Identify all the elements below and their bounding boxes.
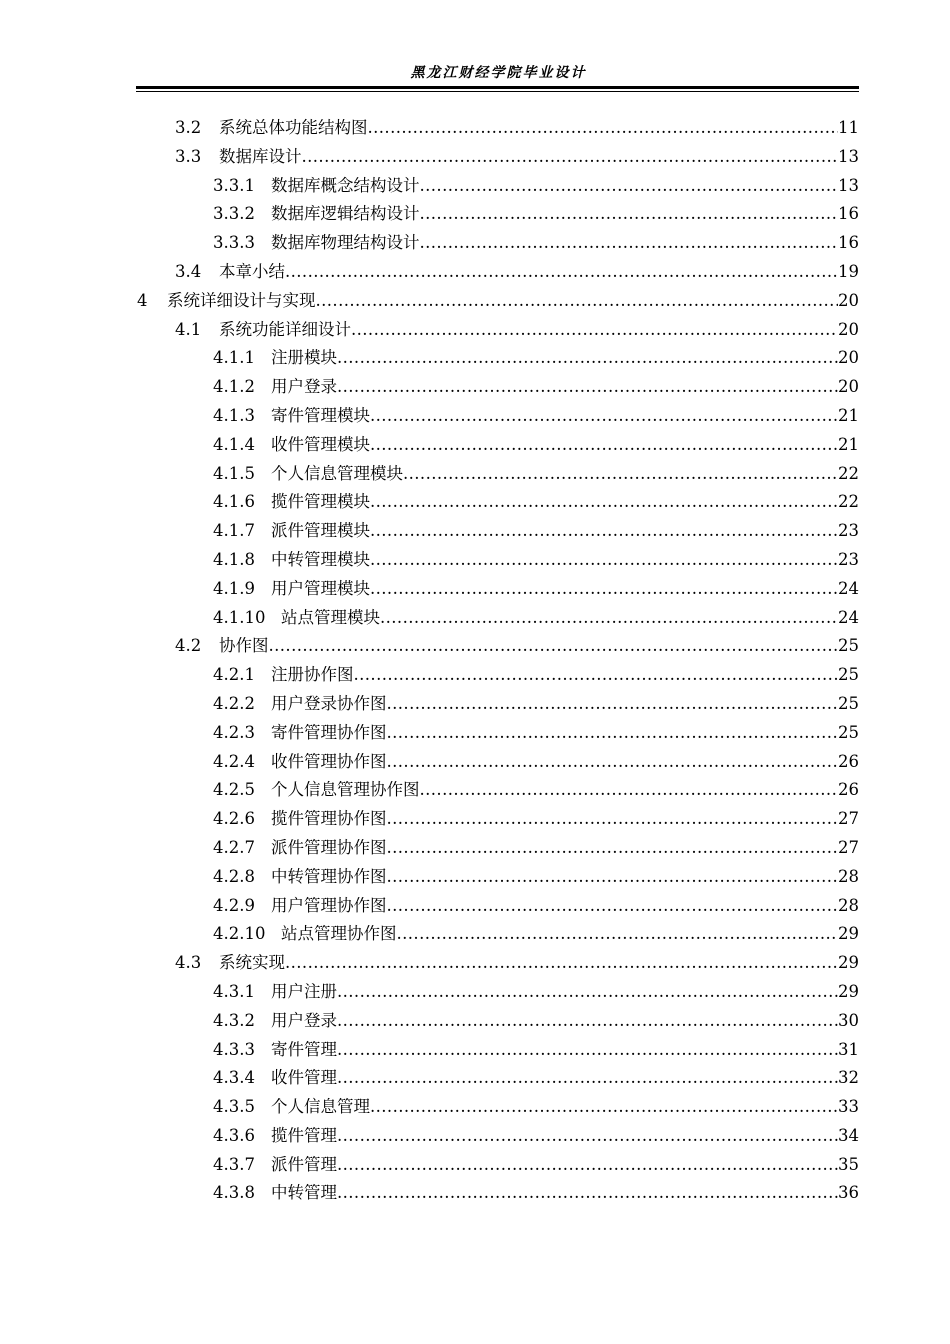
page-header-title: 黑龙江财经学院毕业设计 xyxy=(410,65,587,81)
toc-entry-page-number: 27 xyxy=(838,809,859,829)
toc-entry-number: 4.2 xyxy=(175,636,202,656)
toc-entry[interactable] xyxy=(0,632,950,661)
toc-entry[interactable] xyxy=(0,258,950,287)
toc-entry-number: 4.1.8 xyxy=(213,549,255,569)
toc-entry-title: 用户登录 xyxy=(271,377,337,397)
toc-entry-page-number: 11 xyxy=(838,118,859,137)
toc-dot-leader xyxy=(337,978,838,1007)
toc-entry[interactable] xyxy=(0,287,950,316)
toc-entry[interactable] xyxy=(0,748,950,777)
toc-entry[interactable] xyxy=(0,604,950,633)
toc-entry-number: 3.4 xyxy=(175,261,202,281)
toc-entry[interactable] xyxy=(0,172,950,201)
toc-dot-leader xyxy=(387,805,839,834)
toc-entry-number: 3.3 xyxy=(175,146,202,166)
toc-entry[interactable] xyxy=(0,460,950,489)
toc-dot-leader xyxy=(337,1122,838,1151)
toc-entry[interactable] xyxy=(0,546,950,575)
toc-entry-page-number: 31 xyxy=(838,1039,859,1059)
toc-entry-title: 用户登录协作图 xyxy=(271,693,387,713)
toc-entry-page-number: 25 xyxy=(838,693,859,713)
toc-entry[interactable] xyxy=(0,892,950,921)
toc-entry-page-number: 20 xyxy=(838,290,859,310)
toc-entry-number: 4.2.3 xyxy=(213,722,255,742)
toc-dot-leader xyxy=(337,344,838,373)
toc-dot-leader xyxy=(285,258,838,287)
toc-entry-title: 协作图 xyxy=(219,636,269,656)
toc-entry[interactable] xyxy=(0,1122,950,1151)
toc-entry-title: 揽件管理模块 xyxy=(271,492,370,512)
toc-entry-title: 站点管理模块 xyxy=(281,607,380,627)
toc-entry-title: 收件管理模块 xyxy=(271,434,370,454)
toc-entry[interactable] xyxy=(0,834,950,863)
toc-entry-page-number: 26 xyxy=(838,780,859,800)
toc-entry[interactable] xyxy=(0,719,950,748)
toc-entry-page-number: 36 xyxy=(838,1183,859,1203)
toc-entry-page-number: 28 xyxy=(838,895,859,915)
toc-entry-page-number: 16 xyxy=(838,204,859,224)
toc-dot-leader xyxy=(387,834,839,863)
toc-entry-page-number: 23 xyxy=(838,521,859,541)
toc-entry-title: 系统功能详细设计 xyxy=(219,319,351,339)
toc-dot-leader xyxy=(420,229,839,258)
toc-dot-leader xyxy=(420,200,839,229)
toc-entry-title: 寄件管理 xyxy=(271,1039,337,1059)
toc-entry-title: 用户管理协作图 xyxy=(271,895,387,915)
toc-entry-number: 4.3.1 xyxy=(213,981,255,1001)
toc-entry-number: 4.1.9 xyxy=(213,578,255,598)
toc-entry[interactable] xyxy=(0,805,950,834)
toc-dot-leader xyxy=(370,546,838,575)
toc-dot-leader xyxy=(420,776,839,805)
toc-entry[interactable] xyxy=(0,1151,950,1180)
toc-entry-number: 4.2.8 xyxy=(213,866,255,886)
toc-entry-page-number: 13 xyxy=(838,175,859,195)
toc-dot-leader xyxy=(370,517,838,546)
toc-entry-page-number: 30 xyxy=(838,1010,859,1030)
toc-dot-leader xyxy=(337,1007,838,1036)
toc-entry-title: 站点管理协作图 xyxy=(281,924,397,944)
toc-entry-title: 本章小结 xyxy=(219,261,285,281)
toc-entry-number: 3.2 xyxy=(175,118,202,137)
toc-entry[interactable] xyxy=(0,690,950,719)
toc-entry-title: 用户登录 xyxy=(271,1010,337,1030)
toc-entry-title: 注册模块 xyxy=(271,348,337,368)
toc-entry-number: 4.2.10 xyxy=(213,924,266,944)
toc-entry-title: 寄件管理协作图 xyxy=(271,722,387,742)
header-rule-thin xyxy=(136,91,859,92)
toc-entry[interactable] xyxy=(0,863,950,892)
table-of-contents xyxy=(0,114,950,1208)
toc-dot-leader xyxy=(387,863,839,892)
toc-entry-number: 4.1 xyxy=(175,319,202,339)
toc-entry-number: 3.3.3 xyxy=(213,233,255,253)
toc-dot-leader xyxy=(351,316,838,345)
toc-entry-page-number: 25 xyxy=(838,665,859,685)
header-rule-thick xyxy=(136,86,859,89)
toc-entry-title: 数据库设计 xyxy=(219,146,302,166)
toc-entry-number: 4.3.7 xyxy=(213,1154,255,1174)
toc-entry-number: 4.2.2 xyxy=(213,693,255,713)
toc-dot-leader xyxy=(403,460,838,489)
toc-entry[interactable] xyxy=(0,200,950,229)
toc-dot-leader xyxy=(337,1064,838,1093)
toc-entry-title: 揽件管理 xyxy=(271,1125,337,1145)
toc-entry[interactable] xyxy=(0,114,950,143)
toc-dot-leader xyxy=(420,172,839,201)
toc-entry-number: 4 xyxy=(137,290,148,310)
toc-dot-leader xyxy=(337,373,838,402)
toc-entry-title: 系统详细设计与实现 xyxy=(167,290,316,310)
toc-entry-number: 4.3.2 xyxy=(213,1010,255,1030)
toc-entry-title: 寄件管理模块 xyxy=(271,405,370,425)
toc-entry-number: 4.1.6 xyxy=(213,492,255,512)
toc-entry-title: 用户注册 xyxy=(271,981,337,1001)
toc-entry-page-number: 19 xyxy=(838,261,859,281)
toc-entry-page-number: 33 xyxy=(838,1097,859,1117)
toc-entry-title: 收件管理协作图 xyxy=(271,751,387,771)
toc-entry-page-number: 20 xyxy=(838,319,859,339)
toc-entry-number: 4.2.7 xyxy=(213,837,255,857)
toc-entry-number: 4.2.6 xyxy=(213,809,255,829)
toc-entry-page-number: 29 xyxy=(838,924,859,944)
toc-dot-leader xyxy=(387,719,839,748)
toc-entry[interactable] xyxy=(0,488,950,517)
toc-dot-leader xyxy=(370,488,838,517)
toc-entry-page-number: 22 xyxy=(838,463,859,483)
toc-entry-number: 4.1.5 xyxy=(213,463,255,483)
toc-entry[interactable] xyxy=(0,517,950,546)
toc-dot-leader xyxy=(387,690,839,719)
toc-entry[interactable] xyxy=(0,229,950,258)
toc-entry[interactable] xyxy=(0,776,950,805)
toc-entry-number: 4.3.8 xyxy=(213,1183,255,1203)
toc-entry-page-number: 28 xyxy=(838,866,859,886)
toc-entry-title: 系统实现 xyxy=(219,953,285,973)
toc-entry[interactable] xyxy=(0,1064,950,1093)
toc-entry[interactable] xyxy=(0,1093,950,1122)
toc-entry-title: 揽件管理协作图 xyxy=(271,809,387,829)
toc-entry-title: 中转管理 xyxy=(271,1183,337,1203)
toc-entry-title: 数据库物理结构设计 xyxy=(271,233,420,253)
toc-entry[interactable] xyxy=(0,316,950,345)
toc-entry-number: 4.2.5 xyxy=(213,780,255,800)
toc-entry-page-number: 13 xyxy=(838,146,859,166)
toc-entry-title: 数据库逻辑结构设计 xyxy=(271,204,420,224)
toc-entry[interactable] xyxy=(0,1007,950,1036)
toc-entry-number: 3.3.2 xyxy=(213,204,255,224)
toc-entry-title: 用户管理模块 xyxy=(271,578,370,598)
toc-dot-leader xyxy=(370,1093,838,1122)
toc-dot-leader xyxy=(368,114,839,143)
toc-entry[interactable] xyxy=(0,920,950,949)
toc-entry-title: 系统总体功能结构图 xyxy=(219,118,368,137)
toc-entry-number: 4.3.5 xyxy=(213,1097,255,1117)
toc-entry-number: 4.2.1 xyxy=(213,665,255,685)
toc-entry-page-number: 20 xyxy=(838,348,859,368)
toc-dot-leader xyxy=(337,1179,838,1208)
toc-dot-leader xyxy=(370,402,838,431)
toc-dot-leader xyxy=(337,1151,838,1180)
toc-entry-title: 派件管理模块 xyxy=(271,521,370,541)
toc-entry[interactable] xyxy=(0,143,950,172)
toc-entry[interactable] xyxy=(0,575,950,604)
toc-entry-number: 4.1.1 xyxy=(213,348,255,368)
toc-entry-page-number: 32 xyxy=(838,1068,859,1088)
toc-entry-title: 个人信息管理协作图 xyxy=(271,780,420,800)
toc-entry[interactable] xyxy=(0,373,950,402)
toc-entry-title: 个人信息管理模块 xyxy=(271,463,403,483)
toc-dot-leader xyxy=(269,632,839,661)
toc-entry-number: 4.1.2 xyxy=(213,377,255,397)
toc-entry-title: 中转管理协作图 xyxy=(271,866,387,886)
toc-entry-title: 收件管理 xyxy=(271,1068,337,1088)
toc-entry-number: 4.1.3 xyxy=(213,405,255,425)
toc-entry-number: 4.3.3 xyxy=(213,1039,255,1059)
toc-entry-page-number: 16 xyxy=(838,233,859,253)
toc-entry-page-number: 22 xyxy=(838,492,859,512)
toc-dot-leader xyxy=(397,920,839,949)
toc-entry[interactable] xyxy=(0,402,950,431)
toc-entry-number: 4.1.7 xyxy=(213,521,255,541)
toc-entry[interactable] xyxy=(0,978,950,1007)
toc-entry-page-number: 23 xyxy=(838,549,859,569)
toc-entry-number: 4.3.6 xyxy=(213,1125,255,1145)
toc-entry-title: 中转管理模块 xyxy=(271,549,370,569)
toc-entry-title: 派件管理 xyxy=(271,1154,337,1174)
toc-entry-page-number: 25 xyxy=(838,722,859,742)
toc-entry[interactable] xyxy=(0,949,950,978)
toc-entry-number: 4.1.4 xyxy=(213,434,255,454)
toc-entry-page-number: 26 xyxy=(838,751,859,771)
toc-entry-page-number: 29 xyxy=(838,953,859,973)
toc-entry-page-number: 24 xyxy=(838,578,859,598)
toc-entry-page-number: 21 xyxy=(838,405,859,425)
toc-entry-page-number: 24 xyxy=(838,607,859,627)
toc-entry[interactable] xyxy=(0,1036,950,1065)
toc-entry-number: 4.3 xyxy=(175,953,202,973)
toc-dot-leader xyxy=(387,892,839,921)
toc-dot-leader xyxy=(387,748,839,777)
toc-dot-leader xyxy=(337,1036,838,1065)
toc-entry[interactable] xyxy=(0,431,950,460)
toc-entry-page-number: 35 xyxy=(838,1154,859,1174)
toc-entry-page-number: 34 xyxy=(838,1125,859,1145)
toc-dot-leader xyxy=(380,604,838,633)
toc-entry-number: 4.2.4 xyxy=(213,751,255,771)
toc-dot-leader xyxy=(302,143,839,172)
toc-entry-page-number: 25 xyxy=(838,636,859,656)
toc-entry-page-number: 27 xyxy=(838,837,859,857)
toc-dot-leader xyxy=(370,431,838,460)
toc-entry-title: 派件管理协作图 xyxy=(271,837,387,857)
toc-entry-title: 数据库概念结构设计 xyxy=(271,175,420,195)
toc-entry[interactable] xyxy=(0,1179,950,1208)
toc-entry-number: 4.2.9 xyxy=(213,895,255,915)
toc-entry-title: 注册协作图 xyxy=(271,665,354,685)
toc-entry[interactable] xyxy=(0,344,950,373)
toc-dot-leader xyxy=(370,575,838,604)
toc-entry-number: 3.3.1 xyxy=(213,175,255,195)
toc-entry[interactable] xyxy=(0,661,950,690)
toc-entry-page-number: 21 xyxy=(838,434,859,454)
toc-entry-number: 4.1.10 xyxy=(213,607,266,627)
toc-dot-leader xyxy=(354,661,839,690)
toc-entry-page-number: 29 xyxy=(838,981,859,1001)
toc-entry-title: 个人信息管理 xyxy=(271,1097,370,1117)
toc-entry-page-number: 20 xyxy=(838,377,859,397)
toc-entry-number: 4.3.4 xyxy=(213,1068,255,1088)
toc-dot-leader xyxy=(285,949,838,978)
toc-dot-leader xyxy=(316,287,839,316)
